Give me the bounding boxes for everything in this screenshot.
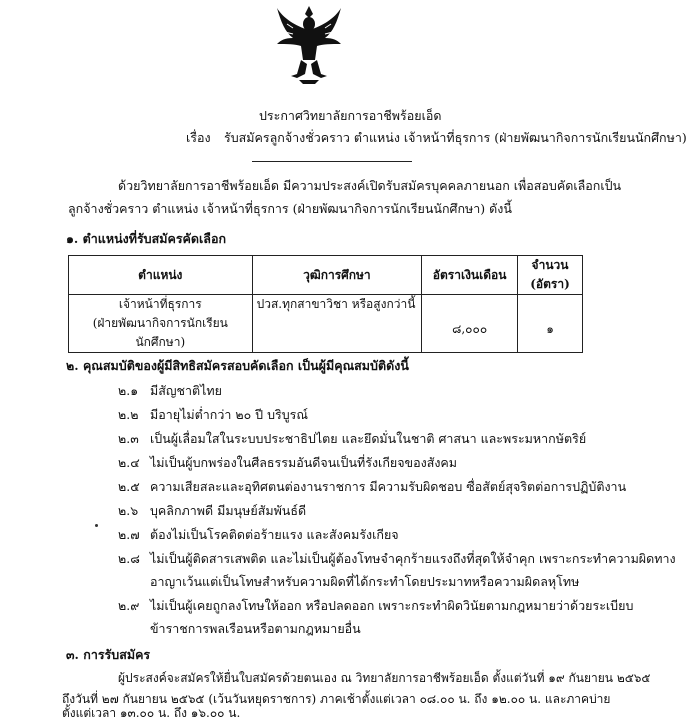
- intro-line-1: ด้วยวิทยาลัยการอาชีพร้อยเอ็ด มีความประสงค์เปิดรับสมัครบุคคลภายนอก เพื่อสอบคัดเลือกเป็น: [118, 178, 622, 193]
- item-text: ต้องไม่เป็นโรคติดต่อร้ายแรง และสังคมรังเกียจ: [150, 527, 399, 542]
- header-salary: อัตราเงินเดือน: [422, 256, 518, 295]
- item-text: ไม่เป็นผู้บกพร่องในศีลธรรมอันดีจนเป็นที่รังเกียจของสังคม: [150, 455, 458, 470]
- list-item: [118, 525, 399, 545]
- item-continuation: ข้าราชการพลเรือนหรือตามกฎหมายอื่น: [150, 621, 361, 636]
- cell-position: [69, 295, 253, 353]
- item-text: เป็นผู้เลื่อมใสในระบบประชาธิปไตย และยึดมั่นในชาติ ศาสนา และพระมหากษัตริย์: [150, 431, 587, 446]
- position-line-2: (ฝ่ายพัฒนากิจการนักเรียนนักศึกษา): [92, 316, 228, 349]
- table-row: [69, 295, 583, 353]
- item-number: ๒.๓: [118, 431, 139, 446]
- list-item: [118, 477, 626, 497]
- list-item: [118, 501, 306, 521]
- header-count-unit: (อัตรา): [530, 277, 570, 291]
- item-number: ๒.๖: [118, 503, 139, 518]
- header-position: ตำแหน่ง: [69, 256, 253, 295]
- subject-text: รับสมัครลูกจ้างชั่วคราว ตำแหน่ง เจ้าหน้าที่ธุรการ (ฝ่ายพัฒนากิจการนักเรียนนักศึกษา): [224, 130, 687, 145]
- list-item: [118, 381, 222, 401]
- item-text: บุคลิกภาพดี มีมนุษย์สัมพันธ์ดี: [150, 503, 307, 518]
- section-1-heading: ๑. ตำแหน่งที่รับสมัครคัดเลือก: [66, 231, 227, 246]
- item-text: ไม่เป็นผู้ติดสารเสพติด และไม่เป็นผู้ต้องโทษจำคุกร้ายแรงถึงที่สุดให้จำคุก เพราะกระทำความผิดทาง: [150, 551, 676, 566]
- section-3-line-1: ผู้ประสงค์จะสมัครให้ยื่นใบสมัครด้วยตนเอง ณ วิทยาลัยการอาชีพร้อยเอ็ด ตั้งแต่วันที่ ๑๙ กันยายน ๒๕๖๕: [118, 671, 651, 685]
- item-number: ๒.๒: [118, 407, 139, 422]
- list-item: [118, 596, 633, 616]
- item-number: ๒.๙: [118, 598, 140, 613]
- intro-line-2: ลูกจ้างชั่วคราว ตำแหน่ง เจ้าหน้าที่ธุรการ (ฝ่ายพัฒนากิจการนักเรียนนักศึกษา) ดังนี้: [68, 201, 512, 216]
- stray-mark: [95, 524, 98, 527]
- header-count: [518, 256, 583, 295]
- subject-label: เรื่อง: [186, 130, 211, 145]
- item-number: ๒.๗: [118, 527, 140, 542]
- section-3-line-2: ถึงวันที่ ๒๗ กันยายน ๒๕๖๕ (เว้นวันหยุดราชการ) ภาคเช้าตั้งแต่เวลา ๐๘.๐๐ น. ถึง ๑๒.๐๐ น. และภาคบ่าย: [62, 692, 611, 706]
- garuda-emblem-icon: [275, 4, 343, 86]
- position-table: [68, 255, 583, 353]
- announcement-title: ประกาศวิทยาลัยการอาชีพร้อยเอ็ด: [259, 108, 442, 123]
- cell-education: ปวส.ทุกสาขาวิชา หรือสูงกว่านี้: [252, 295, 422, 353]
- section-2-heading: ๒. คุณสมบัติของผู้มีสิทธิสมัครสอบคัดเลือก เป็นผู้มีคุณสมบัติดังนี้: [66, 358, 409, 373]
- section-3-heading: ๓. การรับสมัคร: [66, 647, 151, 662]
- item-text: ไม่เป็นผู้เคยถูกลงโทษให้ออก หรือปลดออก เพราะกระทำผิดวินัยตามกฎหมายว่าด้วยระเบียบ: [150, 598, 634, 613]
- header-education: วุฒิการศึกษา: [252, 256, 422, 295]
- item-continuation: อาญาเว้นแต่เป็นโทษสำหรับความผิดที่ได้กระทำโดยประมาทหรือความผิดลหุโทษ: [150, 574, 580, 589]
- cell-salary: ๘,๐๐๐: [422, 295, 518, 353]
- header-count-label: จำนวน: [531, 258, 569, 272]
- list-item: [118, 405, 308, 425]
- table-header-row: [69, 256, 583, 295]
- position-line-1: เจ้าหน้าที่ธุรการ: [118, 297, 202, 311]
- item-number: ๒.๑: [118, 383, 139, 398]
- item-text: ความเสียสละและอุทิศตนต่องานราชการ มีความรับผิดชอบ ซื่อสัตย์สุจริตต่อการปฏิบัติงาน: [150, 479, 627, 494]
- item-number: ๒.๕: [118, 479, 140, 494]
- item-number: ๒.๘: [118, 551, 140, 566]
- item-text: มีสัญชาติไทย: [150, 383, 222, 398]
- list-item: [118, 429, 586, 449]
- item-text: มีอายุไม่ต่ำกว่า ๒๐ ปี บริบูรณ์: [150, 407, 308, 422]
- title-divider: [252, 161, 412, 162]
- cell-count: ๑: [518, 295, 583, 353]
- section-3-line-3: ตั้งแต่เวลา ๑๓.๐๐ น. ถึง ๑๖.๐๐ น.: [62, 706, 241, 720]
- item-number: ๒.๔: [118, 455, 140, 470]
- list-item: [118, 549, 676, 569]
- list-item: [118, 453, 457, 473]
